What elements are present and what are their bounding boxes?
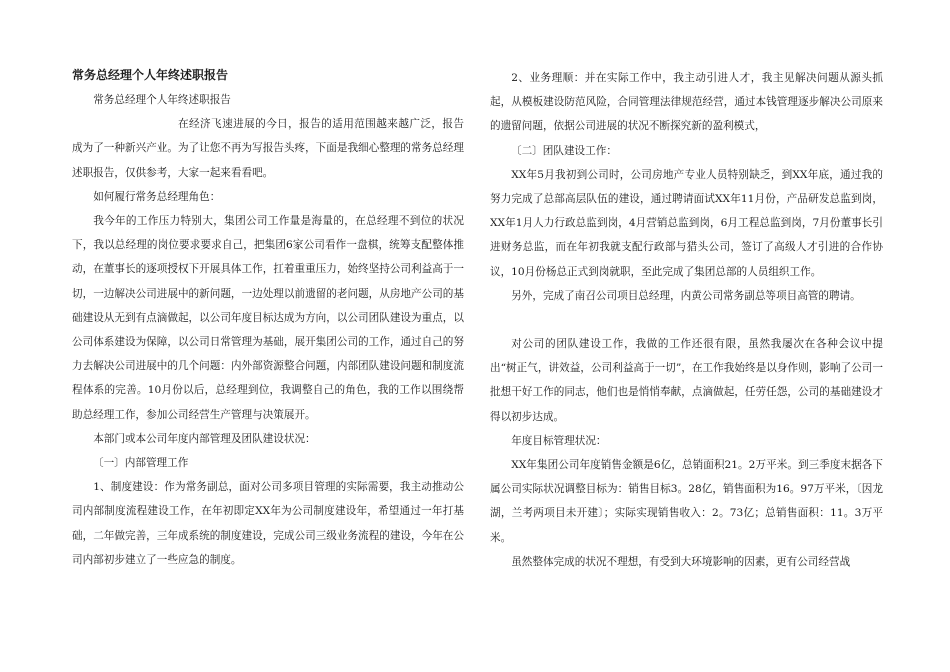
subtitle-paragraph: 常务总经理个人年终述职报告 [93,94,231,106]
left-column [72,66,464,572]
team-paragraph: XX年5月我初到公司时，公司房地产专业人员特别缺乏，到XX年底，通过我的努力完成了总部高层队伍的建设，通过聘请面试XX年11月份，产品研发总监到岗，XX年1月人力行政总监到岗，4月营销总监到岗，6月工程总监到岗，7月份董事长引进财务总监，而在年初我就支配行政部与猎头公司，签订了高级人才引进的合作协议，10月份杨总正式到岗就职，至此完成了集团总部的人员组织工作。 [490,168,883,278]
paragraph-gap [490,308,883,332]
role-paragraph: 我今年的工作压力特别大，集团公司工作量是海量的，在总经理不到位的状况下，我以总经理的岗位要求要求自己，把集团6家公司看作一盘棋，统筹支配整体推动，在董事长的逐项授权下开展具体工作，扛着重重压力，始终坚持公司利益高于一切，一边解决公司进展中的新问题，一边处理以前遗留的老问题，从房地产公司的基础建设从无到有点滴做起，以公司年度目标达成为方向，以公司团队建设为重点，以公司体系建设为保障，以公司日常管理为基础，展开集团公司的工作，通过自己的努力去解决公司进展中的几个问题：内外部资源整合问题，内部团队建设问题和制度流程体系的完善。10月份以后，总经理到位，我调整自己的角色，我的工作以围绕帮助总经理工作，参加公司经营生产管理与决策展开。 [72,215,464,421]
management-heading: 本部门或本公司年度内部管理及团队建设状况： [93,432,316,445]
team-reflection-paragraph: 对公司的团队建设工作，我做的工作还很有限，虽然我屡次在各种会议中提出“树正气，讲效益，公司利益高于一切”，在工作我始终是以身作则，影响了公司一批想干好工作的同志，他们也是悄悄奉献，点滴做起，任劳任怨，公司的基础建设才得以初步达成。 [490,338,883,423]
document-title: 常务总经理个人年终述职报告 [72,68,229,82]
hiring-paragraph: 另外，完成了南召公司项目总经理，内黄公司常务副总等项目高管的聘请。 [511,289,861,302]
section-team-building: 〔二〕团队建设工作： [511,144,617,157]
right-column [490,66,883,574]
business-paragraph: 2、业务理顺：并在实际工作中，我主动引进人才，我主见解决问题从源头抓起，从模板建设防范风险，合同管理法律规范经营，通过本钱管理逐步解决公司原来的遗留问题，依据公司进展的状况不断探究新的盈利模式， [490,72,883,133]
section-internal-management: 〔一〕内部管理工作 [93,457,189,470]
conclusion-paragraph: 虽然整体完成的状况不理想，有受到大环境影响的因素，更有公司经营战 [511,555,851,568]
system-building-paragraph: 1、制度建设：作为常务副总，面对公司多项目管理的实际需要，我主动推动公司内部制度流程建设工作，在年初即定XX年为公司制度建设年，希望通过一年打基础，二年做完善，三年成系统的制度建设，完成公司三级业务流程的建设，今年在公司内部初步建立了一些应急的制度。 [72,481,464,566]
role-heading: 如何履行常务总经理角色： [93,190,221,203]
sales-paragraph: XX年集团公司年度销售金额是6亿，总销面积21。2万平米。到三季度末据各下属公司实际状况调整目标为：销售目标3。28亿，销售面积为16。97万平米，〔因龙湖，兰考两项目未开建〕；实际实现销售收入：2。73亿；总销售面积：11。3万平米。 [490,459,883,544]
intro-paragraph: 在经济飞速进展的今日，报告的适用范围越来越广泛，报告成为了一种新兴产业。为了让您不再为写报告头疼，下面是我细心整理的常务总经理述职报告，仅供参考，大家一起来看看吧。 [72,118,464,179]
target-heading: 年度目标管理状况： [511,434,607,447]
